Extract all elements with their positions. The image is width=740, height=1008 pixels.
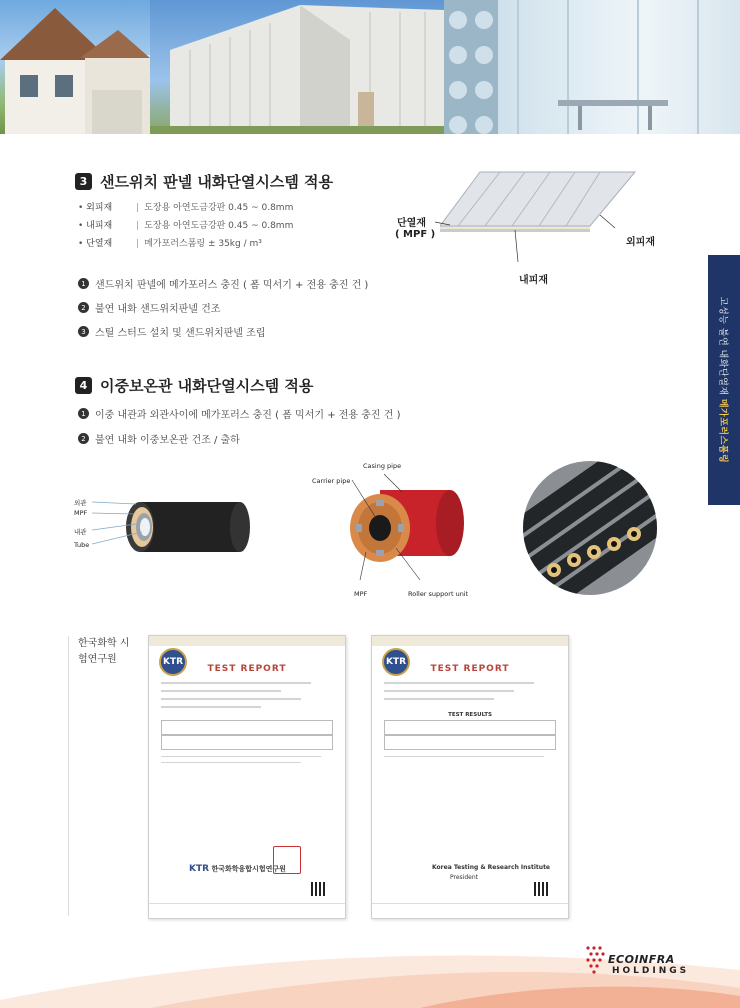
report-header-band	[149, 636, 345, 646]
panel-leader-lines	[430, 210, 650, 270]
report-title: TEST REPORT	[207, 664, 287, 674]
test-report-1	[148, 635, 346, 919]
spec-inner: • 내피재 | 도장용 아연도금강판 0.45 ~ 0.8mm	[78, 221, 294, 231]
pipe-cross-section-illustration	[340, 468, 480, 588]
cross-label-carrier: Carrier pipe	[312, 477, 351, 485]
stacked-pipes-photo	[522, 460, 658, 596]
side-tab-text: 고성능 불연 내화단열재 메가포러스폼링	[717, 296, 728, 464]
pipe-step-1: 1 이중 내관과 외관사이에 메가포러스 충진 ( 폼 믹서기 + 전용 충진 건 )	[78, 406, 401, 421]
pipe-label-mpf: MPF	[74, 509, 88, 517]
sandwich-step-3: 3 스틸 스터드 설치 및 샌드위치판넬 조립	[78, 324, 265, 339]
pipe-label-inner: 내관	[74, 528, 87, 536]
sandwich-step-1: 1 샌드위치 판넬에 메가포러스 충진 ( 폼 믹서기 + 전용 충진 건 )	[78, 276, 368, 291]
label-insulation: 단열재	[397, 218, 426, 229]
report-line	[384, 682, 534, 684]
house-photo	[0, 0, 150, 134]
report-footer	[149, 903, 345, 918]
brand-sub: HOLDINGS	[612, 966, 690, 976]
report-line	[161, 762, 301, 763]
section-4-title-text: 이중보온관 내화단열시스템 적용	[100, 377, 314, 395]
test-report-2	[371, 635, 569, 919]
report-seal	[273, 846, 301, 874]
report-line	[161, 706, 261, 708]
report-section-title: TEST RESULTS	[448, 712, 492, 718]
report-table	[384, 734, 556, 750]
cross-label-casing: Casing pipe	[363, 462, 402, 470]
report-footer	[372, 903, 568, 918]
report-line	[161, 756, 321, 757]
report-org: KTR 한국화학융합시험연구원	[189, 864, 286, 874]
report-line	[384, 698, 494, 700]
cross-label-roller: Roller support unit	[408, 590, 469, 598]
label-insulation-mpf: ( MPF )	[395, 229, 436, 240]
double-pipe-illustration	[70, 492, 255, 562]
report-logo: KTR	[382, 648, 410, 676]
label-outer-skin: 외피재	[626, 237, 655, 248]
vertical-divider	[68, 636, 69, 916]
report-signer: President	[450, 874, 478, 881]
section-4-title	[75, 375, 313, 396]
pipe-label-outer: 외관	[74, 499, 87, 507]
report-table	[161, 734, 333, 750]
report-line	[384, 690, 514, 692]
office-photo	[498, 0, 740, 134]
report-line	[161, 682, 311, 684]
report-qr-code	[534, 882, 548, 896]
report-header-band	[372, 636, 568, 646]
report-logo: KTR	[159, 648, 187, 676]
section-3-number: 3	[75, 173, 92, 190]
label-inner-skin: 내피재	[519, 275, 548, 286]
pipe-step-2: 2 불연 내화 이중보온관 건조 / 출하	[78, 431, 240, 446]
section-3-title	[75, 171, 333, 192]
report-org: Korea Testing & Research Institute	[432, 864, 551, 871]
warehouse-photo	[150, 0, 444, 134]
section-3-title-text: 샌드위치 판넬 내화단열시스템 적용	[100, 173, 334, 191]
section-4-number: 4	[75, 377, 92, 394]
report-line	[161, 698, 301, 700]
brand-name: ECOINFRA	[608, 953, 675, 966]
institute-label: 한국화학 시험연구원	[78, 638, 130, 665]
sandwich-step-2: 2 불연 내화 샌드위치판넬 건조	[78, 300, 220, 315]
spec-insulation: • 단열재 | 메가포러스폼링 ± 35kg / m³	[78, 239, 262, 249]
panel-photo	[444, 0, 498, 134]
pipe-label-tube: Tube	[74, 541, 90, 549]
cross-label-mpf: MPF	[354, 590, 368, 598]
brand-logo-icon	[582, 942, 608, 976]
report-title: TEST REPORT	[430, 664, 510, 674]
report-qr-code	[311, 882, 325, 896]
report-line	[161, 690, 281, 692]
spec-outer: • 외피재 | 도장용 아연도금강판 0.45 ~ 0.8mm	[78, 203, 294, 213]
report-line	[384, 756, 544, 757]
side-tab	[708, 255, 740, 505]
